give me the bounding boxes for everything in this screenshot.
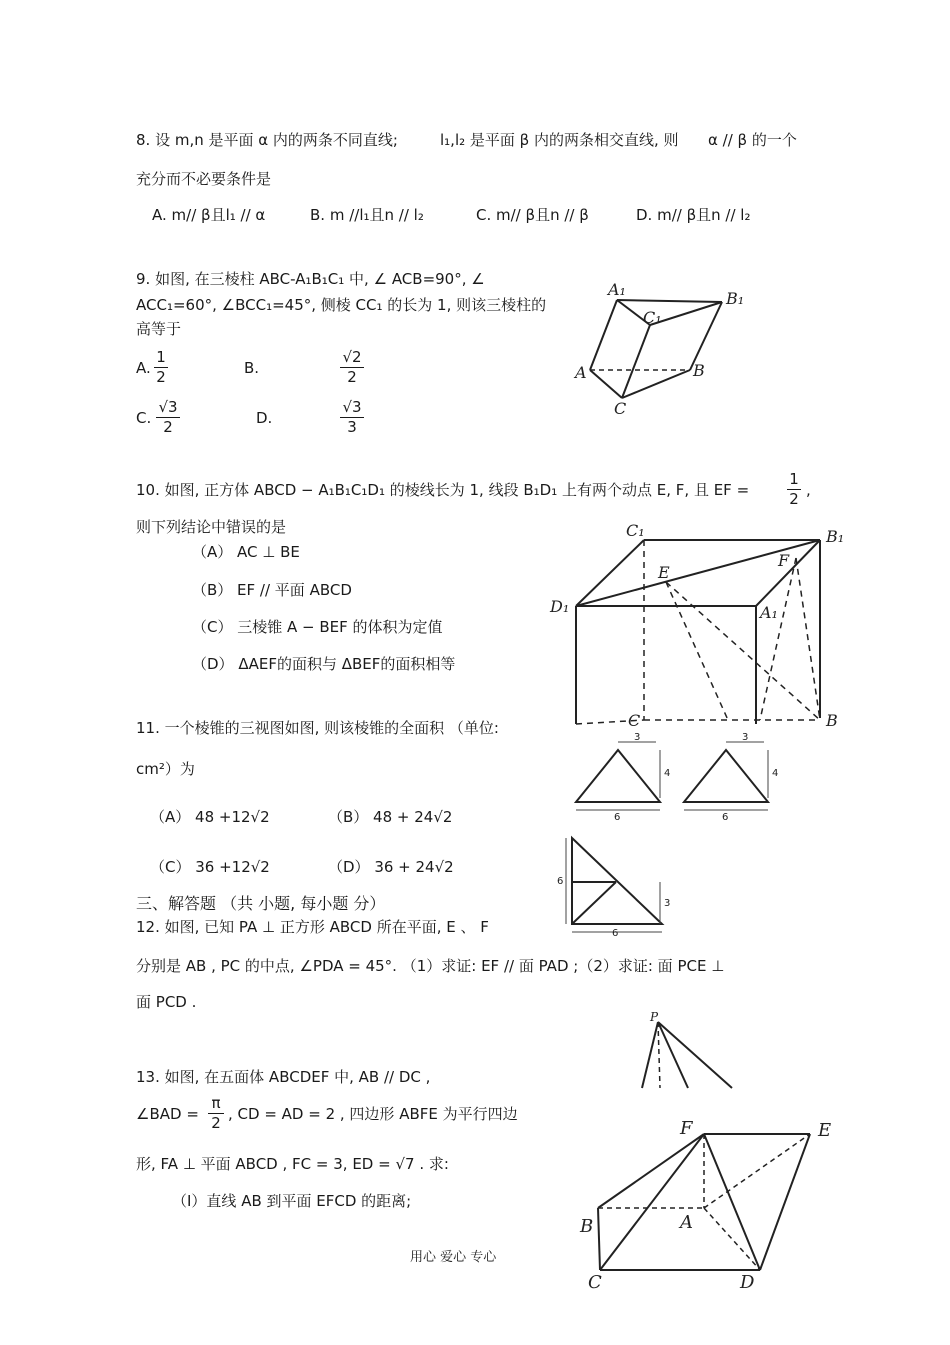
label-a: A xyxy=(680,1212,693,1233)
q9-option-d-label: D. xyxy=(256,409,273,427)
q10-option-d: （D） ΔAEF的面积与 ΔBEF的面积相等 xyxy=(192,655,456,673)
q9-line1: 9. 如图, 在三棱柱 ABC-A₁B₁C₁ 中, ∠ ACB=90°, ∠ xyxy=(136,270,485,288)
dim-top-base: 6 xyxy=(612,928,619,937)
label-d1: D₁ xyxy=(550,597,570,616)
q9-option-b-fraction xyxy=(340,350,364,385)
q9-prism-figure xyxy=(570,280,750,420)
q11-line2: cm²）为 xyxy=(136,760,195,778)
q13-line2-a: ∠BAD = xyxy=(136,1105,199,1123)
fraction-denominator: 2 xyxy=(789,490,799,508)
q10-line1-end: , xyxy=(806,481,811,499)
label-p: P xyxy=(650,1010,659,1024)
fraction-denominator: 2 xyxy=(156,368,166,386)
q9-option-a-fraction xyxy=(154,350,168,385)
label-c: C xyxy=(614,399,627,418)
q8-line1-a: 8. 设 m,n 是平面 α 内的两条不同直线; xyxy=(136,131,398,149)
q12-line2: 分别是 AB , PC 的中点, ∠PDA = 45°. （1）求证: EF // 面 PAD ;（2）求证: 面 PCE ⊥ xyxy=(136,957,725,975)
q8-option-c: C. m// β且n // β xyxy=(476,206,589,224)
dim-front-base: 6 xyxy=(614,812,621,823)
q8-option-b: B. m //l₁且n // l₂ xyxy=(310,206,424,224)
fraction-numerator: 1 xyxy=(156,348,166,366)
q8-line1-c: α // β 的一个 xyxy=(708,131,797,149)
label-f: F xyxy=(778,551,790,570)
q10-ef-fraction xyxy=(787,472,801,507)
fraction-numerator: √3 xyxy=(158,398,178,416)
q13-line3: 形, FA ⊥ 平面 ABCD , FC = 3, ED = √7 . 求: xyxy=(136,1155,449,1173)
dim-side-base: 6 xyxy=(722,812,729,823)
fraction-denominator: 2 xyxy=(163,418,173,436)
dim-front-top: 3 xyxy=(634,732,641,743)
label-a1: A₁ xyxy=(608,280,626,299)
fraction-denominator: 2 xyxy=(211,1114,221,1132)
label-b1: B₁ xyxy=(826,527,845,546)
label-e: E xyxy=(658,563,670,582)
q12-line1: 12. 如图, 已知 PA ⊥ 正方形 ABCD 所在平面, E 、 F xyxy=(136,918,489,936)
q9-line2: ACC₁=60°, ∠BCC₁=45°, 侧棱 CC₁ 的长为 1, 则该三棱柱的 xyxy=(136,296,547,314)
fraction-numerator: 1 xyxy=(789,470,799,488)
label-b1: B₁ xyxy=(726,289,745,308)
q9-option-b-label: B. xyxy=(244,359,260,377)
label-c: C xyxy=(628,711,641,730)
label-f: F xyxy=(680,1118,693,1139)
page-footer: 用心 爱心 专心 xyxy=(410,1250,497,1265)
section-3-heading: 三、解答题 （共 小题, 每小题 分） xyxy=(136,894,386,913)
q11-three-view-figure xyxy=(556,732,786,937)
fraction-denominator: 2 xyxy=(347,368,357,386)
q13-pentahedron-figure xyxy=(574,1112,844,1297)
label-a1: A₁ xyxy=(760,603,778,622)
fraction-denominator: 3 xyxy=(347,418,357,436)
q11-option-c: （C） 36 +12√2 xyxy=(150,858,270,876)
fraction-numerator: √2 xyxy=(342,348,362,366)
label-d: D xyxy=(740,1272,755,1293)
q10-option-a: （A） AC ⊥ BE xyxy=(192,543,300,561)
q11-option-d: （D） 36 + 24√2 xyxy=(328,858,454,876)
q13-line2-b: , CD = AD = 2 , 四边形 ABFE 为平行四边 xyxy=(228,1105,518,1123)
q13-line1: 13. 如图, 在五面体 ABCDEF 中, AB // DC , xyxy=(136,1068,431,1086)
q9-option-c-label: C. xyxy=(136,409,152,427)
q9-option-d-fraction xyxy=(340,400,364,435)
label-c: C xyxy=(588,1272,602,1293)
fraction-numerator: π xyxy=(211,1094,221,1112)
q12-pyramid-figure xyxy=(630,1008,740,1090)
dim-top-right: 3 xyxy=(664,898,671,909)
q8-line2: 充分而不必要条件是 xyxy=(136,170,272,188)
q10-cube-figure xyxy=(548,522,848,732)
label-a: A xyxy=(575,363,587,382)
dim-front-height: 4 xyxy=(664,768,671,779)
dim-side-height: 4 xyxy=(772,768,779,779)
q10-option-c: （C） 三棱锥 A − BEF 的体积为定值 xyxy=(192,618,443,636)
q11-option-a: （A） 48 +12√2 xyxy=(150,808,270,826)
q11-option-b: （B） 48 + 24√2 xyxy=(328,808,453,826)
q13-angle-fraction xyxy=(208,1096,224,1131)
label-c1: C₁ xyxy=(626,522,645,540)
q12-line3: 面 PCD . xyxy=(136,993,197,1011)
fraction-numerator: √3 xyxy=(342,398,362,416)
label-c1: C₁ xyxy=(643,308,662,327)
q10-line1: 10. 如图, 正方体 ABCD − A₁B₁C₁D₁ 的棱线长为 1, 线段 B₁D₁ 上有两个动点 E, F, 且 EF = xyxy=(136,481,750,499)
q9-line3: 高等于 xyxy=(136,320,182,338)
label-b: B xyxy=(693,361,705,380)
q10-line2: 则下列结论中错误的是 xyxy=(136,518,287,536)
dim-top-height: 6 xyxy=(557,876,564,887)
q8-option-a: A. m// β且l₁ // α xyxy=(152,206,266,224)
q13-line4: （Ⅰ）直线 AB 到平面 EFCD 的距离; xyxy=(172,1192,412,1210)
q11-line1: 11. 一个棱锥的三视图如图, 则该棱锥的全面积 （单位: xyxy=(136,719,499,737)
label-b: B xyxy=(580,1216,594,1237)
label-b: B xyxy=(826,711,838,730)
q9-option-c-fraction xyxy=(156,400,180,435)
q10-option-b: （B） EF // 平面 ABCD xyxy=(192,581,352,599)
q9-option-a-label: A. xyxy=(136,359,151,377)
q8-option-d: D. m// β且n // l₂ xyxy=(636,206,751,224)
dim-side-top: 3 xyxy=(742,732,749,743)
q8-line1-b: l₁,l₂ 是平面 β 内的两条相交直线, 则 xyxy=(440,131,679,149)
label-e: E xyxy=(818,1120,832,1141)
